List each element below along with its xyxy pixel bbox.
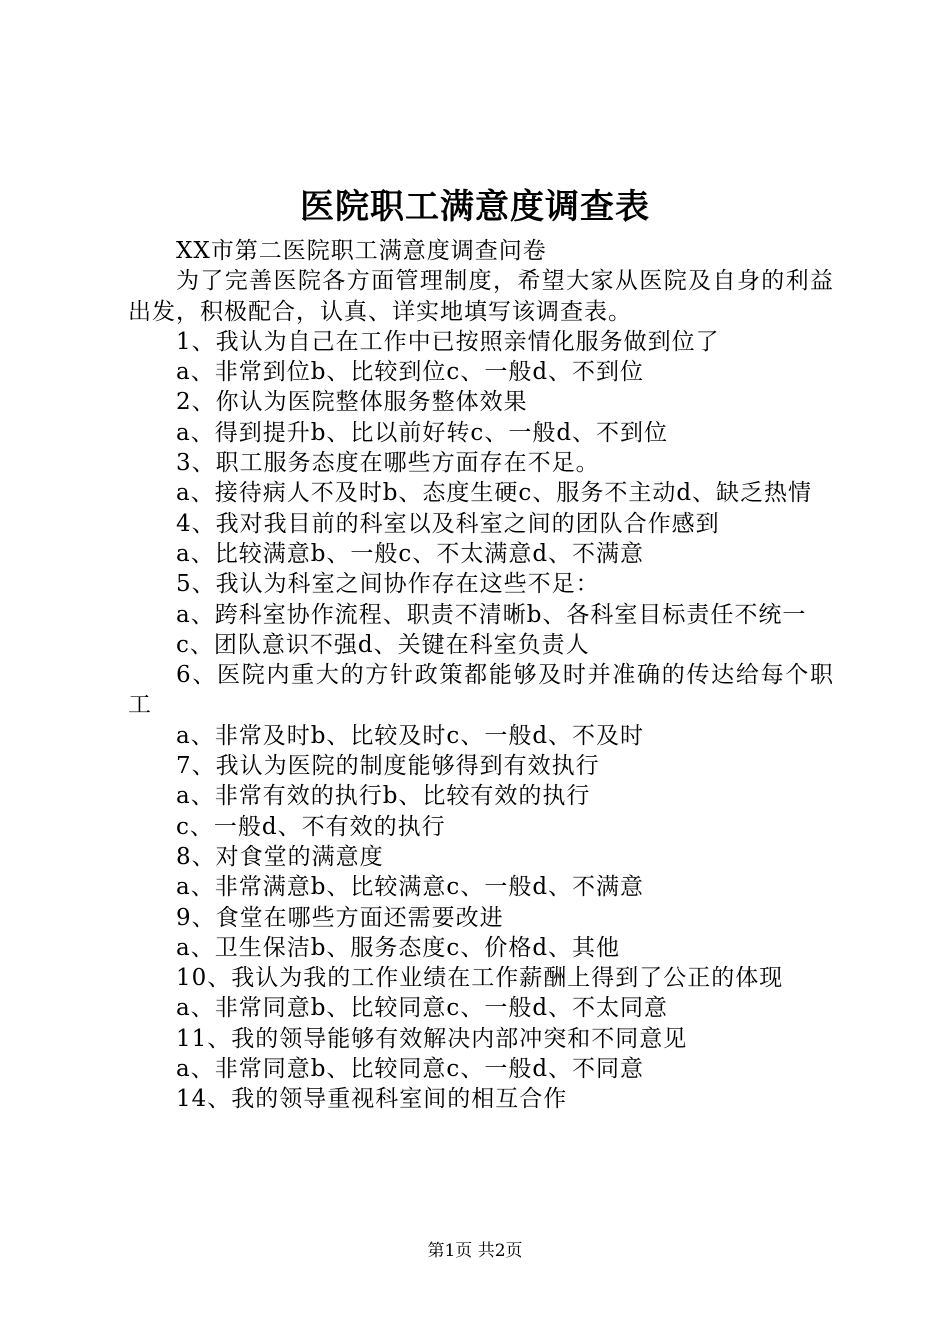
options-5-part-2: c、团队意识不强d、关键在科室负责人: [176, 631, 590, 658]
page-footer: 第1页 共2页: [427, 1241, 523, 1261]
options-11: a、非常同意b、比较同意c、一般d、不同意: [176, 1056, 645, 1083]
options-6: a、非常及时b、比较及时c、一般d、不及时: [176, 722, 645, 749]
options-1: a、非常到位b、比较到位c、一般d、不到位: [176, 359, 645, 386]
document-body: [128, 236, 834, 1115]
intro-paragraph: 为了完善医院各方面管理制度，希望大家从医院及自身的利益出发，积极配合，认真、详实地填写该调查表。: [128, 268, 834, 325]
options-2: a、得到提升b、比以前好转c、一般d、不到位: [176, 419, 669, 446]
options-10: a、非常同意b、比较同意c、一般d、不太同意: [176, 995, 669, 1022]
options-3: a、接待病人不及时b、态度生硬c、服务不主动d、缺乏热情: [176, 480, 813, 507]
question-11: 11、我的领导能够有效解决内部冲突和不同意见: [176, 1025, 688, 1052]
question-2: 2、你认为医院整体服务整体效果: [176, 389, 528, 416]
question-5: 5、我认为科室之间协作存在这些不足：: [176, 571, 600, 598]
options-4: a、比较满意b、一般c、不太满意d、不满意: [176, 540, 645, 567]
options-8: a、非常满意b、比较满意c、一般d、不满意: [176, 874, 645, 901]
question-4: 4、我对我目前的科室以及科室之间的团队合作感到: [176, 510, 720, 537]
survey-subtitle: XX市第二医院职工满意度调查问卷: [176, 238, 547, 264]
question-6: 6、医院内重大的方针政策都能够及时并准确的传达给每个职工: [128, 662, 834, 719]
question-10: 10、我认为我的工作业绩在工作薪酬上得到了公正的体现: [176, 965, 784, 992]
question-1: 1、我认为自己在工作中已按照亲情化服务做到位了: [176, 328, 720, 355]
options-5-part-1: a、跨科室协作流程、职责不清晰b、各科室目标责任不统一: [176, 601, 807, 628]
question-7: 7、我认为医院的制度能够得到有效执行: [176, 753, 600, 780]
options-7-part-2: c、一般d、不有效的执行: [176, 813, 446, 840]
question-14: 14、我的领导重视科室间的相互合作: [176, 1086, 568, 1113]
question-9: 9、食堂在哪些方面还需要改进: [176, 904, 504, 931]
question-8: 8、对食堂的满意度: [176, 843, 384, 870]
question-3: 3、职工服务态度在哪些方面存在不足。: [176, 450, 600, 477]
options-9: a、卫生保洁b、服务态度c、价格d、其他: [176, 934, 621, 961]
document-title: 医院职工满意度调查表: [300, 187, 650, 227]
options-7-part-1: a、非常有效的执行b、比较有效的执行: [176, 783, 591, 810]
